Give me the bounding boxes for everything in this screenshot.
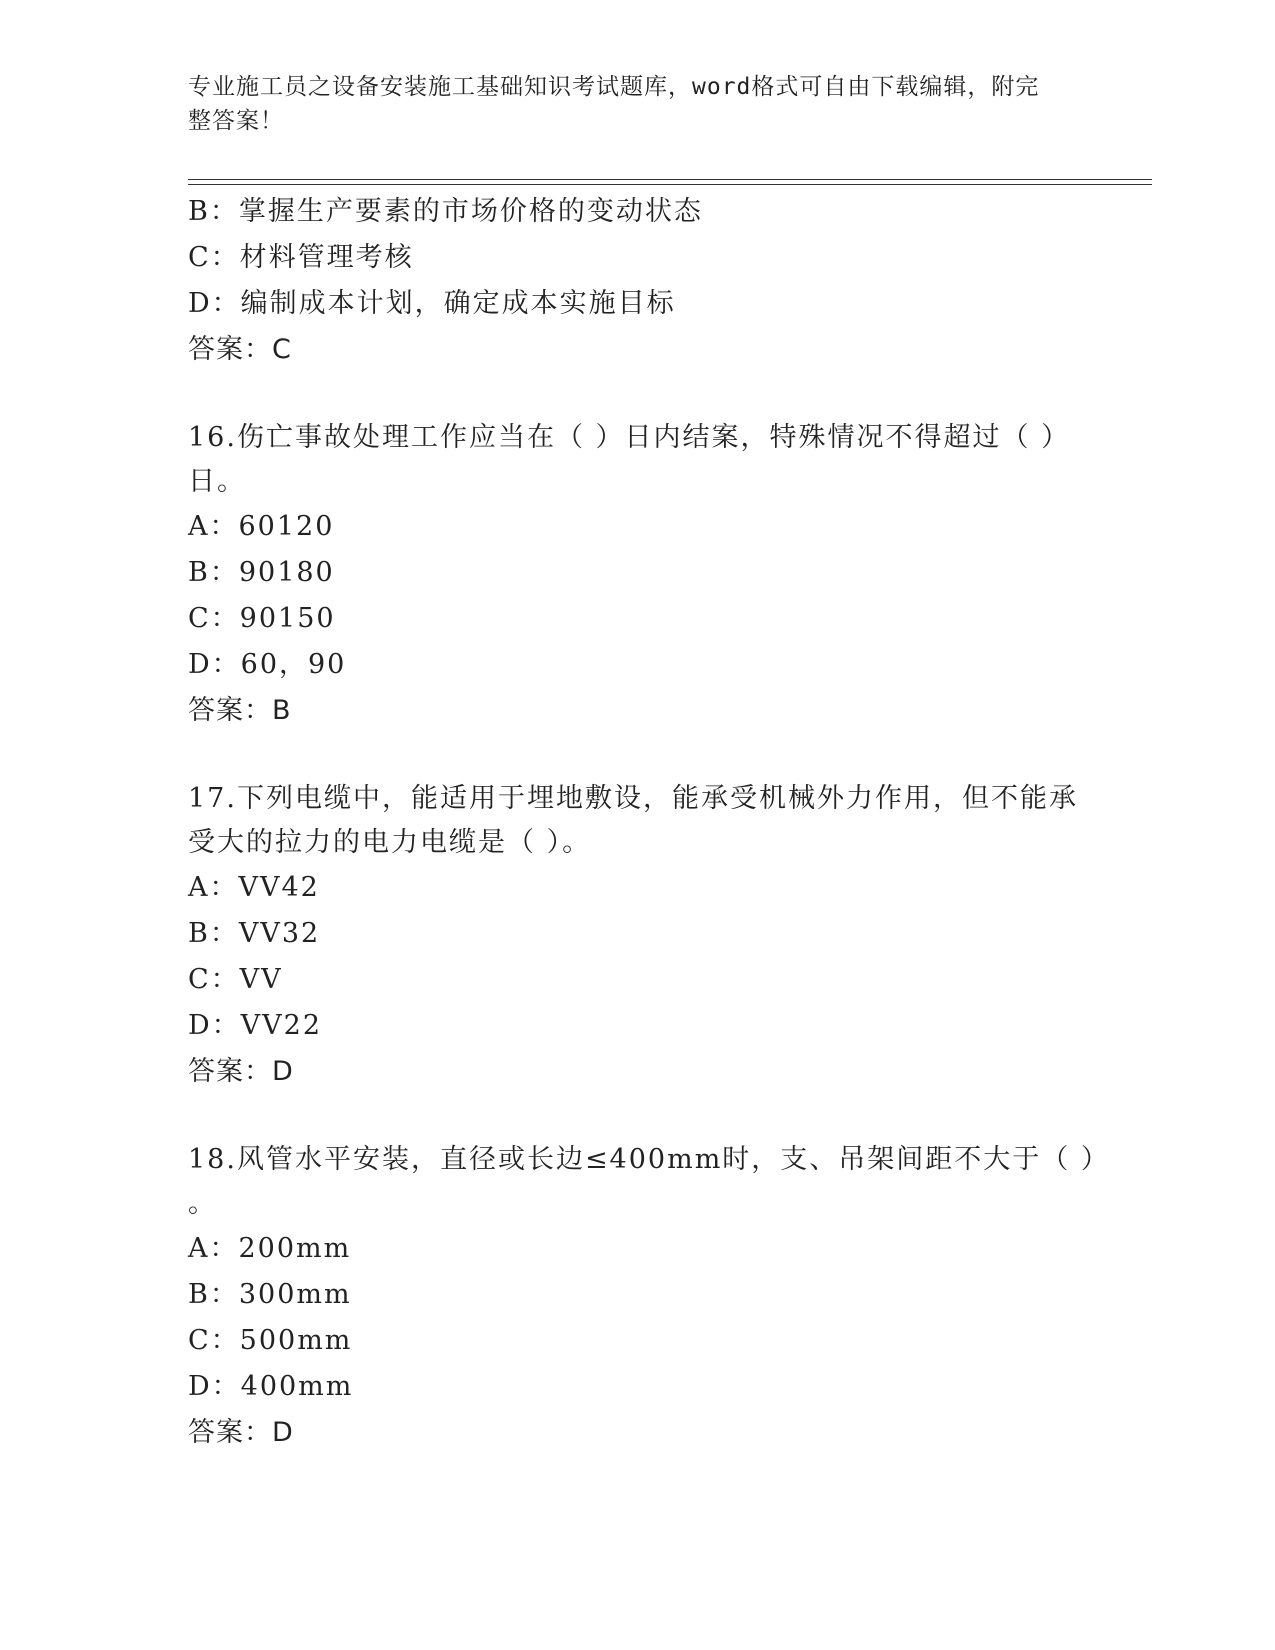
option-d: D：VV22 <box>188 1010 323 1041</box>
option-c: C：VV <box>188 964 283 995</box>
option-d: D：编制成本计划，确定成本实施目标 <box>188 288 676 319</box>
header-divider-top <box>188 179 1152 180</box>
option-b: B：90180 <box>188 557 335 588</box>
option-b: B：VV32 <box>188 918 321 949</box>
question-block-18 <box>188 1138 1110 1456</box>
option-c: C：90150 <box>188 603 336 634</box>
header-line-1: 专业施工员之设备安装施工基础知识考试题库，word格式可自由下载编辑，附完 <box>188 74 1040 100</box>
question-stem-line-2: 。 <box>188 1188 217 1219</box>
option-a: A：VV42 <box>188 872 320 903</box>
answer-line: 答案：D <box>188 1417 294 1448</box>
option-d: D：400mm <box>188 1371 354 1402</box>
option-c: C：材料管理考核 <box>188 242 414 273</box>
option-c: C：500mm <box>188 1325 353 1356</box>
option-b: B：300mm <box>188 1279 352 1310</box>
question-stem-line-2: 日。 <box>188 466 246 497</box>
question-block-17 <box>188 777 1088 1095</box>
answer-line: 答案：B <box>188 695 292 726</box>
question-stem-line-2: 受大的拉力的电力电缆是（ ）。 <box>188 827 592 858</box>
option-d: D：60，90 <box>188 649 347 680</box>
question-block-16 <box>188 416 1088 734</box>
question-stem-line-1: 18.风管水平安装，直径或长边≤400mm时，支、吊架间距不大于（ ） <box>188 1144 1110 1175</box>
answer-line: 答案：C <box>188 334 292 365</box>
prev-question-block <box>188 189 1088 373</box>
answer-line: 答案：D <box>188 1056 294 1087</box>
option-a: A：60120 <box>188 511 335 542</box>
document-header <box>188 70 1068 138</box>
header-line-2: 整答案！ <box>188 108 284 134</box>
question-list <box>188 189 1110 1456</box>
question-stem-line-1: 16.伤亡事故处理工作应当在（ ）日内结案，特殊情况不得超过（ ） <box>188 422 1071 453</box>
option-a: A：200mm <box>188 1233 352 1264</box>
option-b: B：掌握生产要素的市场价格的变动状态 <box>188 196 703 227</box>
header-divider-bottom <box>188 184 1152 185</box>
question-stem-line-1: 17.下列电缆中，能适用于埋地敷设，能承受机械外力作用，但不能承 <box>188 783 1078 814</box>
